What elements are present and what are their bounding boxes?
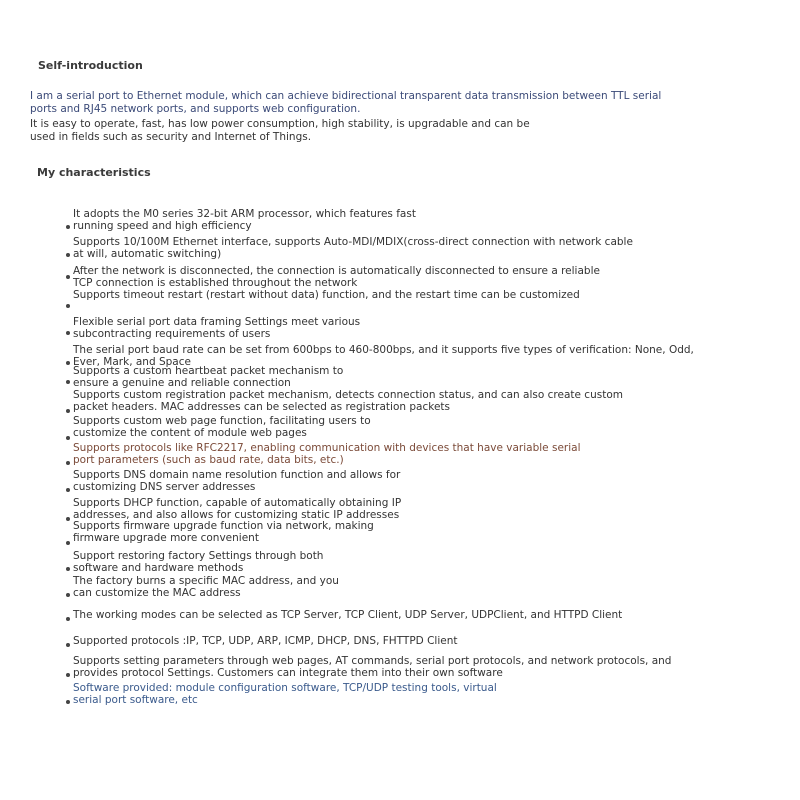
bullet-dot-icon [66, 488, 70, 492]
bullet-dot-icon [66, 409, 70, 413]
bullet-dot-icon [66, 253, 70, 257]
characteristic-line: provides protocol Settings. Customers can integrate them into their own software [73, 667, 503, 679]
bullet-dot-icon [66, 380, 70, 384]
bullet-dot-icon [66, 331, 70, 335]
bullet-dot-icon [66, 461, 70, 465]
characteristic-item [73, 682, 497, 706]
characteristic-line: packet headers. MAC addresses can be selected as registration packets [73, 401, 450, 413]
characteristic-line: at will, automatic switching) [73, 248, 222, 260]
characteristic-item [73, 265, 600, 289]
characteristic-item [73, 609, 622, 621]
characteristic-line: Support restoring factory Settings through both [73, 550, 324, 562]
characteristic-line: Supports custom web page function, facilitating users to [73, 415, 371, 427]
characteristic-line: Flexible serial port data framing Settings meet various [73, 316, 361, 328]
characteristic-item [73, 365, 343, 389]
bullet-dot-icon [66, 225, 70, 229]
characteristic-line: firmware upgrade more convenient [73, 532, 259, 544]
characteristics-heading: My characteristics [37, 166, 151, 179]
bullet-dot-icon [66, 593, 70, 597]
characteristic-item [73, 520, 374, 544]
intro-paragraph-1-line: I am a serial port to Ethernet module, which can achieve bidirectional transparent data transmission between TTL serial [30, 90, 662, 102]
characteristic-line: TCP connection is established throughout the network [73, 277, 358, 289]
characteristic-line: It adopts the M0 series 32-bit ARM processor, which features fast [73, 208, 416, 220]
bullet-dot-icon [66, 617, 70, 621]
characteristic-line: Software provided: module configuration software, TCP/UDP testing tools, virtual [73, 682, 497, 694]
intro-paragraph-2-line: used in fields such as security and Internet of Things. [30, 131, 312, 143]
self-introduction-heading: Self-introduction [38, 59, 143, 72]
characteristic-line: Supports a custom heartbeat packet mechanism to [73, 365, 344, 377]
characteristic-item [73, 389, 623, 413]
characteristic-line: ensure a genuine and reliable connection [73, 377, 291, 389]
bullet-dot-icon [66, 643, 70, 647]
characteristic-line: Supports custom registration packet mechanism, detects connection status, and can also create custom [73, 389, 623, 401]
characteristic-item [73, 442, 581, 466]
characteristic-item [73, 635, 457, 647]
characteristic-item [73, 415, 371, 439]
characteristic-line: The serial port baud rate can be set from 600bps to 460-800bps, and it supports five types of verification: None, Odd, [73, 344, 694, 356]
characteristic-line: port parameters (such as baud rate, data bits, etc.) [73, 454, 344, 466]
characteristic-line: Supports DHCP function, capable of automatically obtaining IP [73, 497, 402, 509]
characteristic-line: After the network is disconnected, the connection is automatically disconnected to ensure a reliable [73, 265, 600, 277]
characteristic-line: can customize the MAC address [73, 587, 241, 599]
characteristic-item [73, 469, 400, 493]
characteristic-line: Supports setting parameters through web pages, AT commands, serial port protocols, and network protocols, and [73, 655, 672, 667]
characteristic-line: The working modes can be selected as TCP Server, TCP Client, UDP Server, UDPClient, and HTTPD Client [73, 609, 623, 621]
characteristic-item [73, 316, 360, 340]
characteristic-item [73, 497, 401, 521]
bullet-dot-icon [66, 567, 70, 571]
characteristic-line: Ever, Mark, and Space [73, 356, 191, 368]
intro-paragraph-1-line: ports and RJ45 network ports, and supports web configuration. [30, 103, 361, 115]
characteristic-line: subcontracting requirements of users [73, 328, 271, 340]
intro-paragraph-1 [30, 90, 661, 116]
characteristic-line: Supported protocols :IP, TCP, UDP, ARP, ICMP, DHCP, DNS, FHTTPD Client [73, 635, 458, 647]
characteristic-item [73, 575, 339, 599]
bullet-dot-icon [66, 275, 70, 279]
characteristic-line: addresses, and also allows for customizing static IP addresses [73, 509, 400, 521]
bullet-dot-icon [66, 436, 70, 440]
characteristic-line: running speed and high efficiency [73, 220, 252, 232]
characteristic-line: Supports DNS domain name resolution function and allows for [73, 469, 401, 481]
intro-paragraph-2-line: It is easy to operate, fast, has low power consumption, high stability, is upgradable and can be [30, 118, 530, 130]
characteristic-line: customizing DNS server addresses [73, 481, 256, 493]
bullet-dot-icon [66, 673, 70, 677]
characteristic-item [73, 655, 671, 679]
characteristic-item [73, 208, 416, 232]
bullet-dot-icon [66, 361, 70, 365]
characteristic-item [73, 289, 580, 301]
intro-paragraph-2 [30, 118, 530, 144]
characteristic-line: Supports 10/100M Ethernet interface, supports Auto-MDI/MDIX(cross-direct connection with network cable [73, 236, 633, 248]
characteristic-line: software and hardware methods [73, 562, 244, 574]
characteristic-line: Supports timeout restart (restart without data) function, and the restart time can be customized [73, 289, 580, 301]
bullet-dot-icon [66, 541, 70, 545]
characteristic-item [73, 550, 323, 574]
bullet-dot-icon [66, 304, 70, 308]
characteristic-line: Supports firmware upgrade function via network, making [73, 520, 374, 532]
characteristic-line: The factory burns a specific MAC address, and you [73, 575, 339, 587]
characteristic-line: serial port software, etc [73, 694, 198, 706]
characteristic-item [73, 236, 633, 260]
bullet-dot-icon [66, 517, 70, 521]
characteristic-line: Supports protocols like RFC2217, enabling communication with devices that have variable serial [73, 442, 581, 454]
bullet-dot-icon [66, 700, 70, 704]
characteristic-line: customize the content of module web pages [73, 427, 307, 439]
